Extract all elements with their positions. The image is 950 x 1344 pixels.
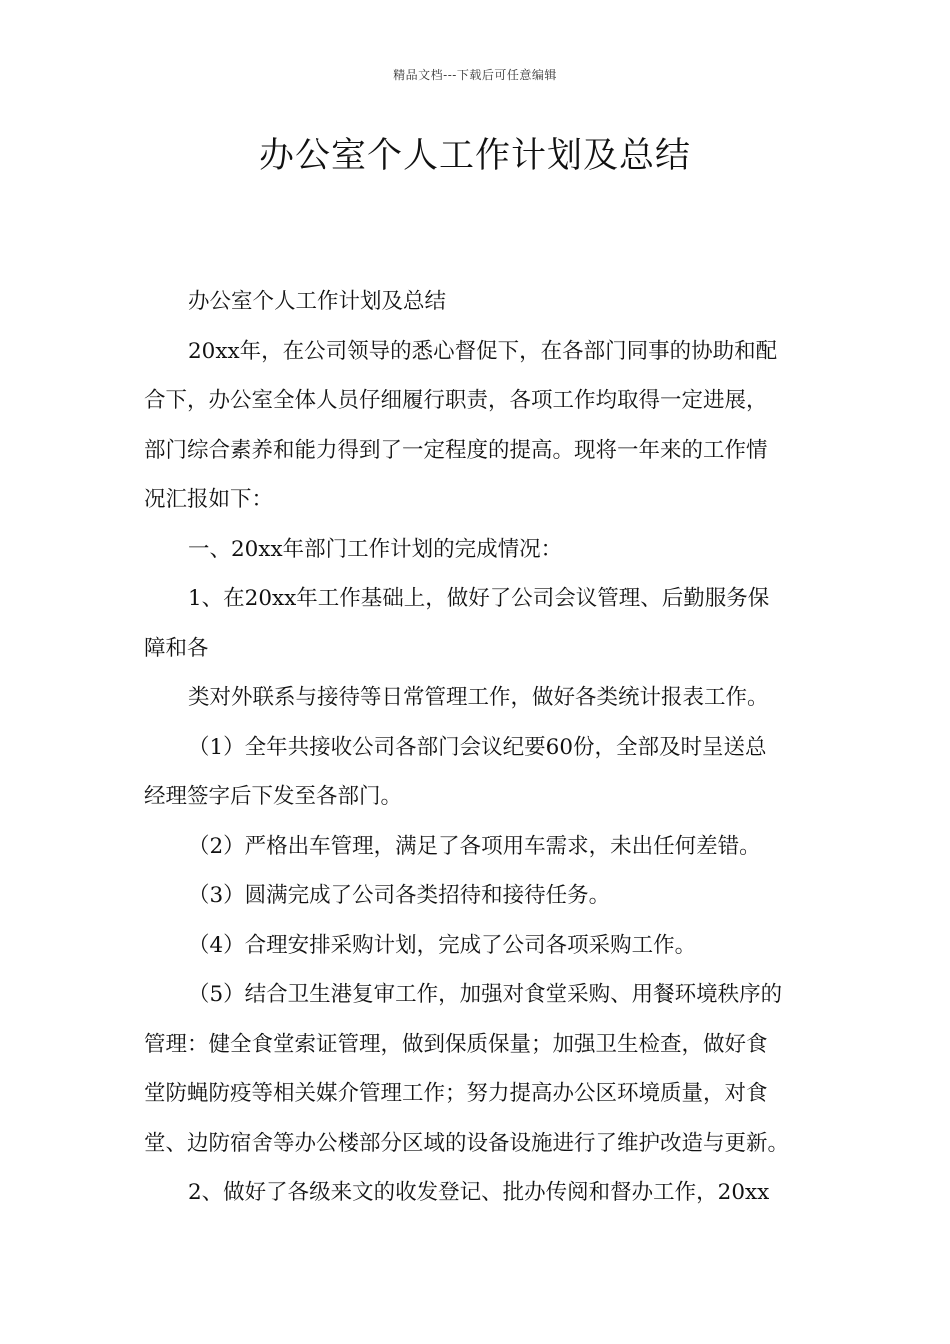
document-body <box>144 283 810 1224</box>
text-line: （5）结合卫生港复审工作，加强对食堂采购、用餐环境秩序的 <box>188 982 783 1007</box>
text-line: 况汇报如下： <box>144 487 274 512</box>
text-line: （4）合理安排采购计划，完成了公司各项采购工作。 <box>188 932 697 958</box>
text-line: 办公室个人工作计划及总结 <box>188 289 447 314</box>
text-line: 2、做好了各级来文的收发登记、批办传阅和督办工作，20xx <box>188 1180 770 1205</box>
text-line: （2）严格出车管理，满足了各项用车需求，未出任何差错。 <box>188 833 761 859</box>
text-line: 管理：健全食堂索证管理，做到保质保量；加强卫生检查，做好食 <box>144 1031 768 1057</box>
text-line: 障和各 <box>144 635 209 661</box>
text-line: 合下，办公室全体人员仔细履行职责，各项工作均取得一定进展， <box>144 388 768 413</box>
text-line: （3）圆满完成了公司各类招待和接待任务。 <box>188 883 611 908</box>
text-line: 经理签字后下发至各部门。 <box>144 784 403 809</box>
text-line: 1、在20xx年工作基础上，做好了公司会议管理、后勤服务保 <box>188 586 770 611</box>
text-line: 类对外联系与接待等日常管理工作，做好各类统计报表工作。 <box>188 685 769 710</box>
text-line: 堂、边防宿舍等办公楼部分区域的设备设施进行了维护改造与更新。 <box>144 1130 790 1156</box>
text-line: （1）全年共接收公司各部门会议纪要60份，全部及时呈送总 <box>188 734 767 760</box>
text-line: 堂防蝇防疫等相关媒介管理工作；努力提高办公区环境质量，对食 <box>144 1081 768 1106</box>
text-line: 一、20xx年部门工作计划的完成情况： <box>188 536 563 562</box>
text-line: 部门综合素养和能力得到了一定程度的提高。现将一年来的工作情 <box>144 437 768 463</box>
document-title: 办公室个人工作计划及总结 <box>258 136 691 176</box>
text-line: 20xx年，在公司领导的悉心督促下，在各部门同事的协助和配 <box>188 338 778 364</box>
page-header: 精品文档---下载后可任意编辑 <box>393 68 557 82</box>
